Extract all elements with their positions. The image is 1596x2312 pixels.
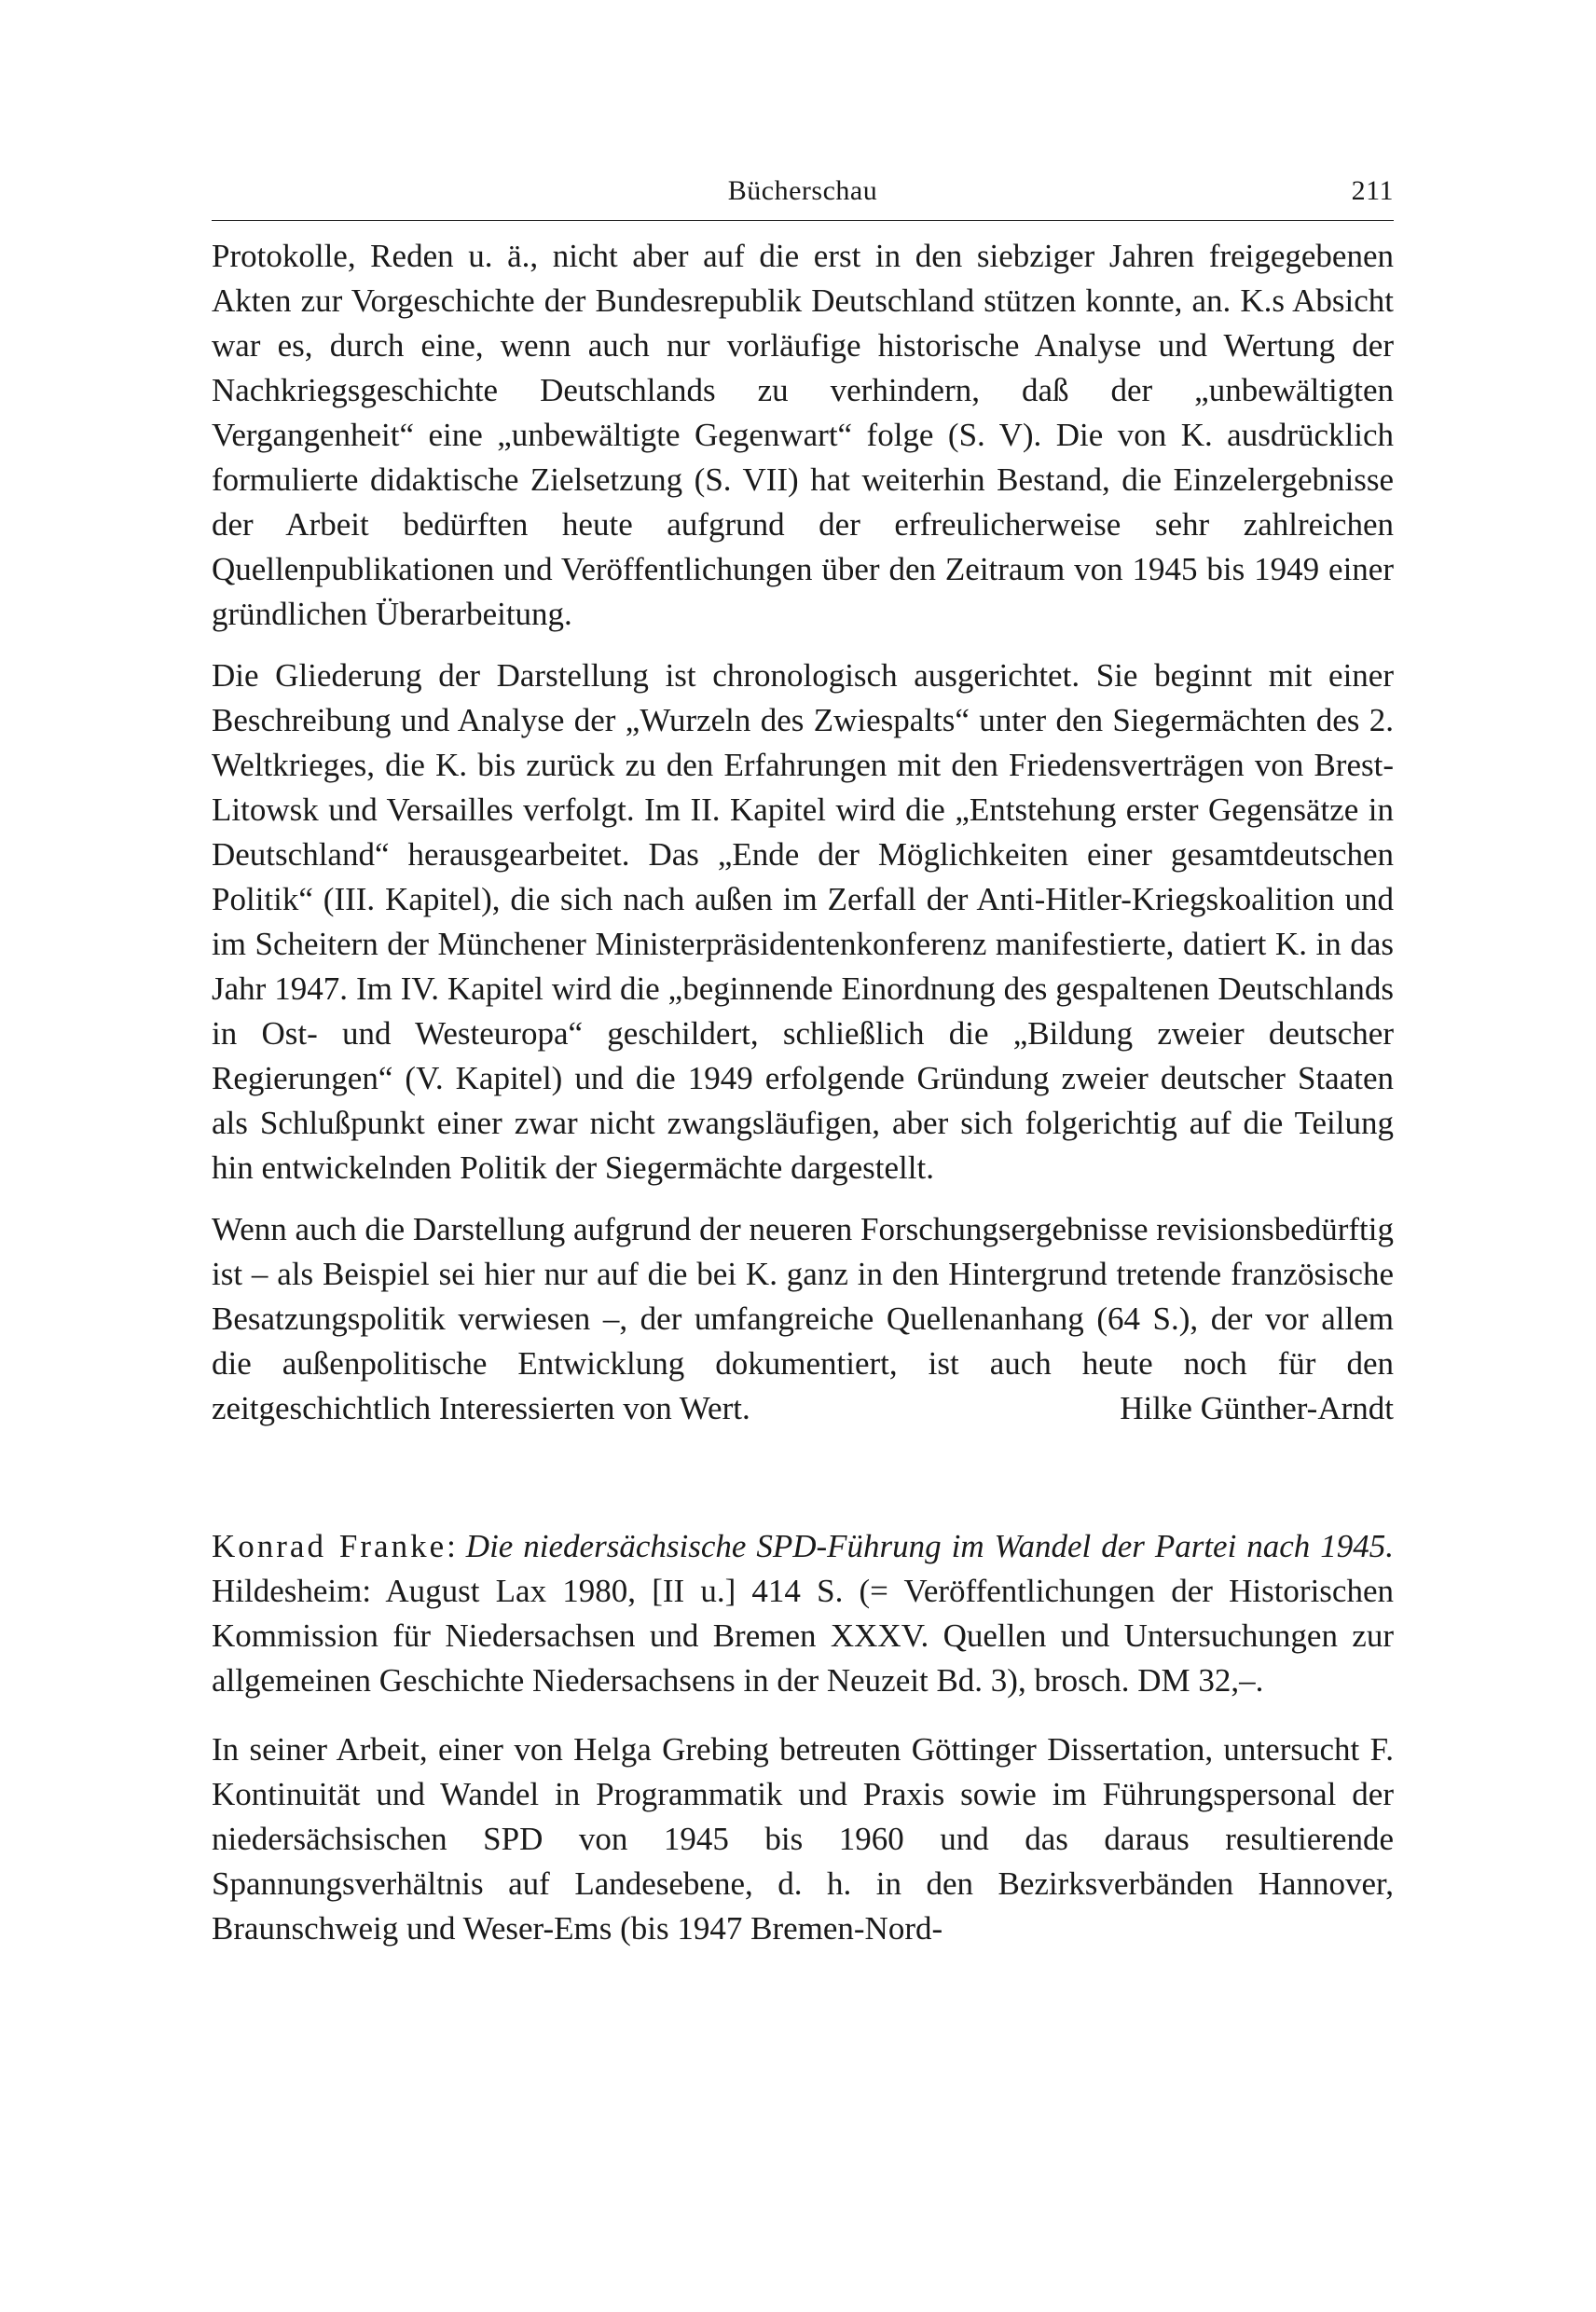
page (212, 168, 1394, 1951)
review-2-paragraph-1: In seiner Arbeit, einer von Helga Grebing betreuten Göttinger Dissertation, untersucht F. Kontinuität und Wandel in Programmatik und Praxis sowie im Führungspersonal der niedersächsischen SPD von 1945 bis 1960 und das daraus resultierende Spannungsverhältnis auf Landesebene, d. h. in den Bezirksverbänden Hannover, Braunschweig und Weser-Ems (bis 1947 Bremen-Nord- (212, 1731, 1394, 1947)
bibliographic-details: Hildesheim: August Lax 1980, [II u.] 414 S. (= Veröffentlichungen der Historischen Kommission für Niedersachsen und Bremen XXXV. Quellen und Untersuchungen zur allgemeinen Geschichte Niedersachsens in der Neuzeit Bd. 3), brosch. DM 32,–. (212, 1573, 1394, 1699)
review-1-paragraph-1: Protokolle, Reden u. ä., nicht aber auf die erst in den siebziger Jahren freigegebenen Akten zur Vorgeschichte der Bundesrepublik Deutschland stützen konnte, an. K.s Absicht war es, durch eine, wenn auch nur vorläufige historische Analyse und Wertung der Nachkriegsgeschichte Deutschlands zu verhindern, daß der „unbewältigten Vergangenheit“ eine „unbewältigte Gegenwart“ folge (S. V). Die von K. ausdrücklich formulierte didaktische Zielsetzung (S. VII) hat weiterhin Bestand, die Einzelergebnisse der Arbeit bedürften heute aufgrund der erfreulicherweise sehr zahlreichen Quellenpublikationen und Veröffentlichungen über den Zeitraum von 1945 bis 1949 einer gründlichen Überarbeitung. (212, 238, 1394, 632)
author-separator: : (447, 1528, 466, 1564)
book-title: Die niedersächsische SPD-Führung im Wandel der Partei nach 1945. (465, 1528, 1394, 1564)
review-1-closing-text: Wenn auch die Darstellung aufgrund der neueren Forschungsergebnisse revisionsbedürftig ist – als Beispiel sei hier nur auf die bei K. ganz in den Hintergrund tretende französische Besatzungspolitik verwiesen –, der umfangreiche Quellenanhang (64 S.), der vor allem die außenpolitische Entwicklung dokumentiert, ist auch heute noch für den zeitgeschichtlich Interessierten von Wert. (212, 1211, 1394, 1426)
page-number: 211 (1351, 175, 1394, 206)
header-rule (212, 220, 1394, 221)
review-1 (212, 234, 1394, 1431)
running-head (212, 168, 1394, 214)
review-2 (212, 1524, 1394, 1951)
running-title: Bücherschau (727, 175, 878, 206)
bibliographic-entry (212, 1524, 1394, 1703)
review-1-paragraph-3 (212, 1207, 1394, 1431)
reviewer-signature: Hilke Günther-Arndt (1120, 1390, 1394, 1426)
review-1-paragraph-2: Die Gliederung der Darstellung ist chronologisch ausgerichtet. Sie beginnt mit einer Beschreibung und Analyse der „Wurzeln des Zwiespalts“ unter den Siegermächten des 2. Weltkrieges, die K. bis zurück zu den Erfahrungen mit den Friedensverträgen von Brest-Litowsk und Versailles verfolgt. Im II. Kapitel wird die „Entstehung erster Gegensätze in Deutschland“ herausgearbeitet. Das „Ende der Möglichkeiten einer gesamtdeutschen Politik“ (III. Kapitel), die sich nach außen im Zerfall der Anti-Hitler-Kriegskoalition und im Scheitern der Münchener Ministerpräsidentenkonferenz manifestierte, datiert K. in das Jahr 1947. Im IV. Kapitel wird die „beginnende Einordnung des gespaltenen Deutschlands in Ost- und Westeuropa“ geschildert, schließlich die „Bildung zweier deutscher Regierungen“ (V. Kapitel) und die 1949 erfolgende Gründung zweier deutscher Staaten als Schlußpunkt einer zwar nicht zwangsläufigen, aber sich folgerichtig auf die Teilung hin entwickelnden Politik der Siegermächte dargestellt. (212, 657, 1394, 1186)
book-author: Konrad Franke (212, 1528, 447, 1564)
